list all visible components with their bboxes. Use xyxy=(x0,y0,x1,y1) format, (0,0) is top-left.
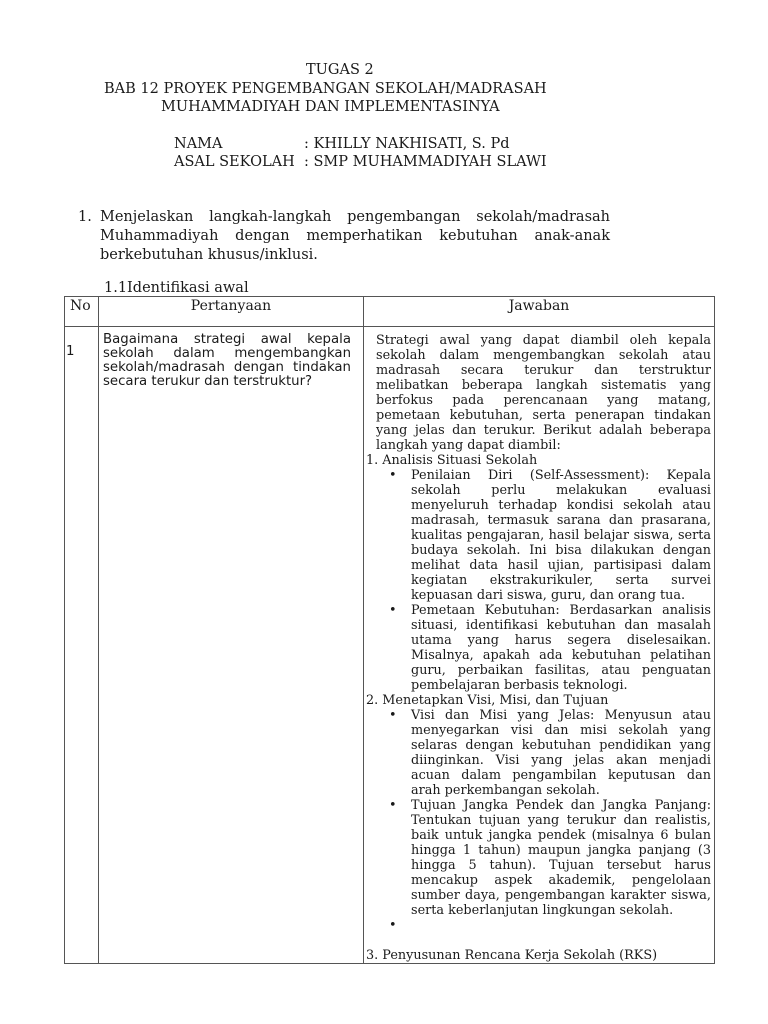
header-no: No xyxy=(65,297,99,327)
school-label: ASAL SEKOLAH xyxy=(174,154,295,170)
identification-table xyxy=(64,296,715,964)
section-title: 3. Penyusunan Rencana Kerja Sekolah (RKS) xyxy=(366,948,658,963)
list-item: • Tujuan Jangka Pendek dan Jangka Panjang: Tentukan tujuan yang terukur dan realistis, baik untuk jangka pendek (misalnya 6 bulan hingga 1 tahun) maupun jangka panjang (3 hingga 5 tahun). Tujuan tersebut harus mencakup aspek akademik, pengelolaan sumber daya, pengembangan karakter siswa, serta keberlanjutan lingkungan sekolah. xyxy=(411,798,711,918)
school-value: : SMP MUHAMMADIYAH SLAWI xyxy=(304,154,547,170)
list-item: • Visi dan Misi yang Jelas: Menyusun atau menyegarkan visi dan misi sekolah yang selaras dengan kebutuhan pendidikan yang diinginkan. Visi yang jelas akan menjadi acuan dalam pengambilan keputusan dan arah perkembangan sekolah. xyxy=(411,708,711,798)
assignment-title: TUGAS 2 xyxy=(306,62,374,78)
question-number: 1. xyxy=(78,209,92,225)
answer-section-3 xyxy=(366,948,711,963)
row-answer xyxy=(364,327,715,964)
header-pertanyaan: Pertanyaan xyxy=(99,297,364,327)
name-value: : KHILLY NAKHISATI, S. Pd xyxy=(304,136,510,152)
chapter-subtitle: MUHAMMADIYAH DAN IMPLEMENTASINYA xyxy=(161,99,500,115)
question-text: Menjelaskan langkah-langkah pengembangan sekolah/madrasah Muhammadiyah dengan memperhatikan kebutuhan anak-anak berkebutuhan khusus/inklusi. xyxy=(100,209,610,263)
table-header-row xyxy=(65,297,715,327)
subsection-heading: 1.1Identifikasi awal xyxy=(104,280,249,296)
list-item-empty xyxy=(411,918,711,948)
list-item: • Pemetaan Kebutuhan: Berdasarkan analisis situasi, identifikasi kebutuhan dan masalah utama yang harus segera diselesaikan. Misalnya, apakah ada kebutuhan pelatihan guru, perbaikan fasilitas, atau penguatan pembelajaran berbasis teknologi. xyxy=(411,603,711,693)
table-row xyxy=(65,327,715,964)
name-label: NAMA xyxy=(174,136,223,152)
section-title: 1. Analisis Situasi Sekolah xyxy=(366,453,538,468)
list-item: • Penilaian Diri (Self-Assessment): Kepala sekolah perlu melakukan evaluasi menyeluruh terhadap kondisi sekolah atau madrasah, termasuk sarana dan prasarana, kualitas pengajaran, hasil belajar siswa, serta budaya sekolah. Ini bisa dilakukan dengan melihat data hasil ujian, partisipasi dalam kegiatan ekstrakurikuler, serta survei kepuasan dari siswa, guru, dan orang tua. xyxy=(411,468,711,603)
answer-section-1 xyxy=(366,453,711,693)
answer-intro: Strategi awal yang dapat diambil oleh kepala sekolah dalam mengembangkan sekolah atau madrasah secara terukur dan terstruktur melibatkan beberapa langkah sistematis yang berfokus pada perencanaan yang matang, pemetaan kebutuhan, serta penerapan tindakan yang jelas dan terukur. Berikut adalah beberapa langkah yang dapat diambil: xyxy=(376,333,711,453)
answer-section-2 xyxy=(366,693,711,948)
question-1 xyxy=(78,208,610,265)
section-title: 2. Menetapkan Visi, Misi, dan Tujuan xyxy=(366,693,609,708)
row-question: Bagaimana strategi awal kepala sekolah dalam mengembangkan sekolah/madrasah dengan tindakan secara terukur dan terstruktur? xyxy=(99,327,364,964)
row-number: 1 xyxy=(65,327,99,964)
header-jawaban: Jawaban xyxy=(364,297,715,327)
chapter-title: BAB 12 PROYEK PENGEMBANGAN SEKOLAH/MADRASAH xyxy=(104,81,547,97)
